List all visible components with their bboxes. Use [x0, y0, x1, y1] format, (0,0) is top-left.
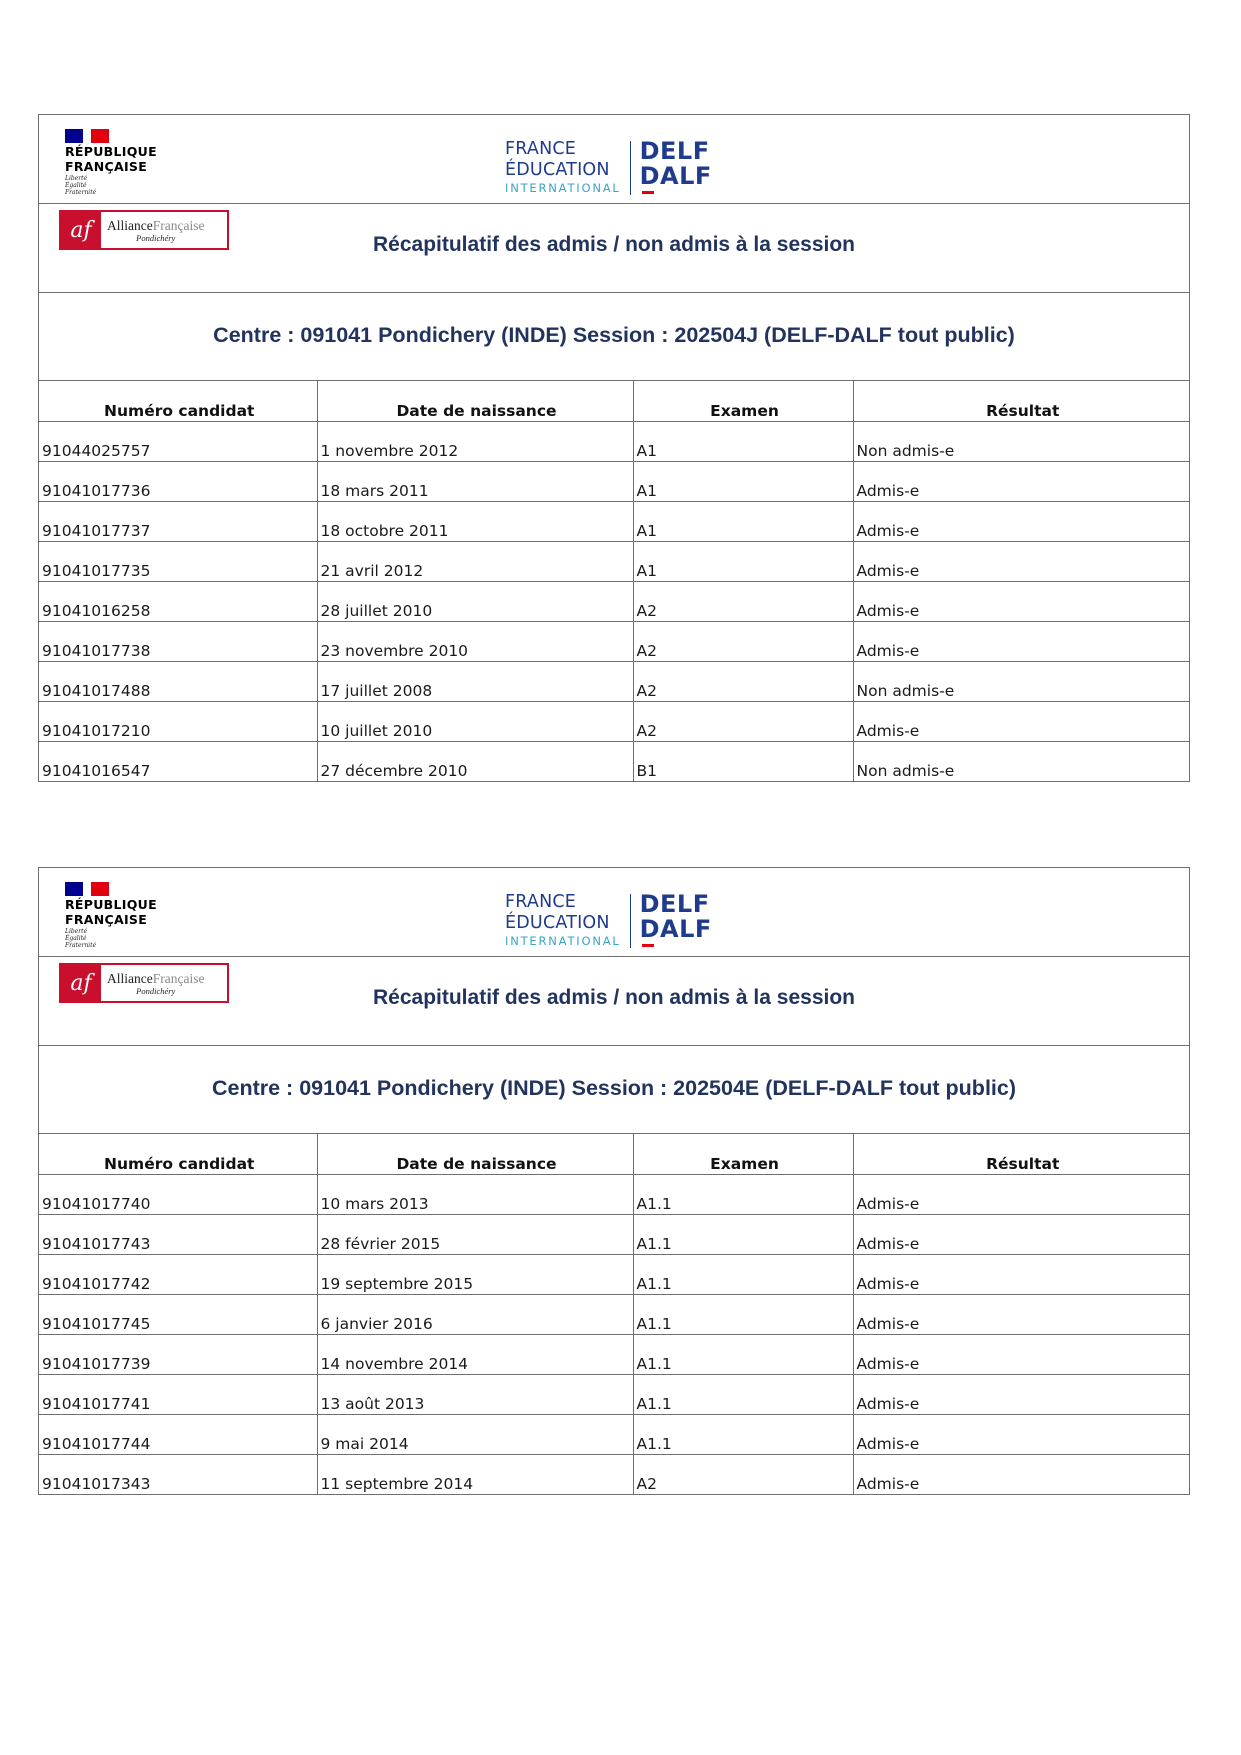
cell-candidate: 91041017488	[39, 661, 317, 701]
results-table	[39, 1134, 1189, 1494]
fei-line-1: FRANCE	[505, 139, 577, 159]
cell-exam: A1.1	[633, 1334, 853, 1374]
af-mark-icon: af	[61, 212, 101, 248]
rf-motto-1: Liberté	[65, 175, 88, 182]
cell-birthdate: 10 mars 2013	[317, 1174, 633, 1214]
cell-exam: A2	[633, 581, 853, 621]
cell-birthdate: 17 juillet 2008	[317, 661, 633, 701]
france-education-international-logo	[505, 892, 712, 950]
af-mark-icon: af	[61, 965, 101, 1001]
cell-birthdate: 18 mars 2011	[317, 461, 633, 501]
cell-result: Admis-e	[856, 1475, 920, 1493]
rf-motto	[65, 928, 185, 949]
cell-result: Admis-e	[853, 1214, 1189, 1254]
cell-exam: A1	[633, 501, 853, 541]
rf-motto	[65, 175, 185, 196]
cell-exam: A1.1	[633, 1374, 853, 1414]
cell-birthdate: 27 décembre 2010	[317, 741, 633, 781]
delf-word: DELF	[639, 137, 710, 165]
table-row	[39, 1174, 1189, 1214]
results-table	[39, 381, 1189, 781]
dalf-word: DALF	[639, 915, 712, 943]
cell-exam: A2	[633, 701, 853, 741]
cell-result: Admis-e	[853, 1374, 1189, 1414]
delf-word: DELF	[639, 890, 710, 918]
cell-candidate: 91041017743	[39, 1214, 317, 1254]
cell-result: Admis-e	[853, 1294, 1189, 1334]
french-flag-icon	[65, 129, 109, 143]
table-row	[39, 1414, 1189, 1454]
col-header-birthdate: Date de naissance	[317, 381, 633, 421]
table-row	[39, 1294, 1189, 1334]
french-flag-icon	[65, 882, 109, 896]
centre-session-heading: Centre : 091041 Pondichery (INDE) Session : 202504J (DELF-DALF tout public)	[39, 293, 1189, 381]
cell-result: Admis-e	[853, 1334, 1189, 1374]
cell-birthdate: 10 juillet 2010	[317, 701, 633, 741]
logo-row	[39, 115, 1189, 204]
fei-line-2: ÉDUCATION	[505, 160, 610, 180]
table-row	[39, 541, 1189, 581]
cell-exam: A1	[633, 421, 853, 461]
af-main-a: Alliance	[107, 970, 153, 986]
cell-result: Admis-e	[853, 541, 1189, 581]
table-row	[39, 421, 1189, 461]
cell-exam: A1.1	[633, 1414, 853, 1454]
rf-name-line2: FRANÇAISE	[65, 159, 148, 174]
col-header-exam: Examen	[633, 381, 853, 421]
logo-row	[39, 868, 1189, 957]
cell-candidate: 91041017735	[39, 541, 317, 581]
cell-birthdate: 14 novembre 2014	[317, 1334, 633, 1374]
table-row	[39, 741, 1189, 781]
table-row	[39, 501, 1189, 541]
centre-session-heading: Centre : 091041 Pondichery (INDE) Session : 202504E (DELF-DALF tout public)	[39, 1046, 1189, 1134]
af-main-a: Alliance	[107, 217, 153, 233]
rf-motto-3: Fraternité	[65, 942, 97, 949]
cell-candidate: 91041017744	[39, 1414, 317, 1454]
cell-exam: A2	[633, 661, 853, 701]
cell-result: Admis-e	[853, 461, 1189, 501]
rf-name-line1: RÉPUBLIQUE	[65, 144, 157, 159]
cell-result: Admis-e	[853, 1174, 1189, 1214]
cell-candidate: 91041017742	[39, 1254, 317, 1294]
col-header-exam: Examen	[633, 1134, 853, 1174]
cell-exam: B1	[633, 741, 853, 781]
cell-candidate: 91041017736	[39, 461, 317, 501]
fei-line-3: INTERNATIONAL	[505, 181, 621, 195]
rf-motto-2: Égalité	[65, 182, 87, 189]
table-row	[39, 1454, 1189, 1494]
cell-birthdate: 19 septembre 2015	[317, 1254, 633, 1294]
title-row	[39, 957, 1189, 1046]
logo-separator	[630, 141, 631, 195]
col-header-birthdate: Date de naissance	[317, 1134, 633, 1174]
cell-exam: A1	[633, 461, 853, 501]
cell-result: Admis-e	[853, 1254, 1189, 1294]
delf-red-bar	[642, 944, 654, 947]
cell-result: Non admis-e	[856, 762, 955, 780]
col-header-candidate: Numéro candidat	[39, 1134, 317, 1174]
cell-result: Admis-e	[853, 701, 1189, 741]
cell-birthdate: 13 août 2013	[317, 1374, 633, 1414]
af-sub: Pondichéry	[136, 985, 176, 996]
rf-name-line2: FRANÇAISE	[65, 912, 148, 927]
report-title: Récapitulatif des admis / non admis à la session	[373, 986, 855, 1009]
table-row	[39, 1334, 1189, 1374]
republique-francaise-logo	[65, 129, 185, 196]
cell-birthdate: 28 juillet 2010	[317, 581, 633, 621]
cell-birthdate: 1 novembre 2012	[317, 421, 633, 461]
rf-motto-2: Égalité	[65, 935, 87, 942]
cell-candidate: 91041017738	[39, 621, 317, 661]
rf-name-line1: RÉPUBLIQUE	[65, 897, 157, 912]
report-2	[38, 867, 1190, 1495]
rf-motto-3: Fraternité	[65, 189, 97, 196]
cell-result: Admis-e	[853, 1414, 1189, 1454]
logo-separator	[630, 894, 631, 948]
table-row	[39, 701, 1189, 741]
cell-exam: A1.1	[633, 1254, 853, 1294]
cell-candidate: 91041017740	[39, 1174, 317, 1214]
cell-birthdate: 9 mai 2014	[317, 1414, 633, 1454]
table-row	[39, 581, 1189, 621]
cell-birthdate: 28 février 2015	[317, 1214, 633, 1254]
dalf-word: DALF	[639, 162, 712, 190]
table-row	[39, 1214, 1189, 1254]
france-education-international-logo	[505, 139, 712, 197]
af-main-b: Française	[152, 217, 205, 233]
table-header-row	[39, 381, 1189, 421]
report-1	[38, 114, 1190, 782]
delf-red-bar	[642, 191, 654, 194]
col-header-result: Résultat	[853, 1134, 1189, 1174]
cell-result: Admis-e	[853, 621, 1189, 661]
cell-candidate: 91041017737	[39, 501, 317, 541]
cell-exam: A1.1	[633, 1294, 853, 1334]
report-title: Récapitulatif des admis / non admis à la session	[373, 233, 855, 256]
col-header-result: Résultat	[853, 381, 1189, 421]
table-row	[39, 1374, 1189, 1414]
cell-exam: A2	[633, 621, 853, 661]
cell-birthdate: 23 novembre 2010	[317, 621, 633, 661]
cell-candidate: 91041017343	[39, 1454, 317, 1494]
fei-line-3: INTERNATIONAL	[505, 934, 621, 948]
cell-birthdate: 21 avril 2012	[317, 541, 633, 581]
af-main-b: Française	[152, 970, 205, 986]
cell-candidate: 91041017741	[39, 1374, 317, 1414]
cell-result: Non admis-e	[853, 661, 1189, 701]
col-header-candidate: Numéro candidat	[39, 381, 317, 421]
delf-dalf-logo	[640, 139, 712, 189]
table-row	[39, 461, 1189, 501]
cell-result: Non admis-e	[853, 421, 1189, 461]
cell-candidate: 91041017739	[39, 1334, 317, 1374]
cell-result: Admis-e	[853, 581, 1189, 621]
table-row	[39, 661, 1189, 701]
cell-candidate: 91041016547	[39, 741, 317, 781]
cell-candidate: 91041017745	[39, 1294, 317, 1334]
cell-exam: A1.1	[633, 1174, 853, 1214]
rf-motto-1: Liberté	[65, 928, 88, 935]
title-row	[39, 204, 1189, 293]
cell-candidate: 91041017210	[39, 701, 317, 741]
fei-line-1: FRANCE	[505, 892, 577, 912]
cell-birthdate: 18 octobre 2011	[317, 501, 633, 541]
delf-dalf-logo	[640, 892, 712, 942]
republique-francaise-logo	[65, 882, 185, 949]
fei-line-2: ÉDUCATION	[505, 913, 610, 933]
table-header-row	[39, 1134, 1189, 1174]
table-row	[39, 621, 1189, 661]
cell-exam: A2	[633, 1454, 853, 1494]
cell-exam: A1	[633, 541, 853, 581]
cell-candidate: 91041016258	[39, 581, 317, 621]
cell-result: Admis-e	[853, 501, 1189, 541]
cell-birthdate: 11 septembre 2014	[317, 1454, 633, 1494]
table-row	[39, 1254, 1189, 1294]
cell-candidate: 91044025757	[39, 421, 317, 461]
cell-exam: A1.1	[633, 1214, 853, 1254]
cell-birthdate: 6 janvier 2016	[317, 1294, 633, 1334]
af-sub: Pondichéry	[136, 232, 176, 243]
